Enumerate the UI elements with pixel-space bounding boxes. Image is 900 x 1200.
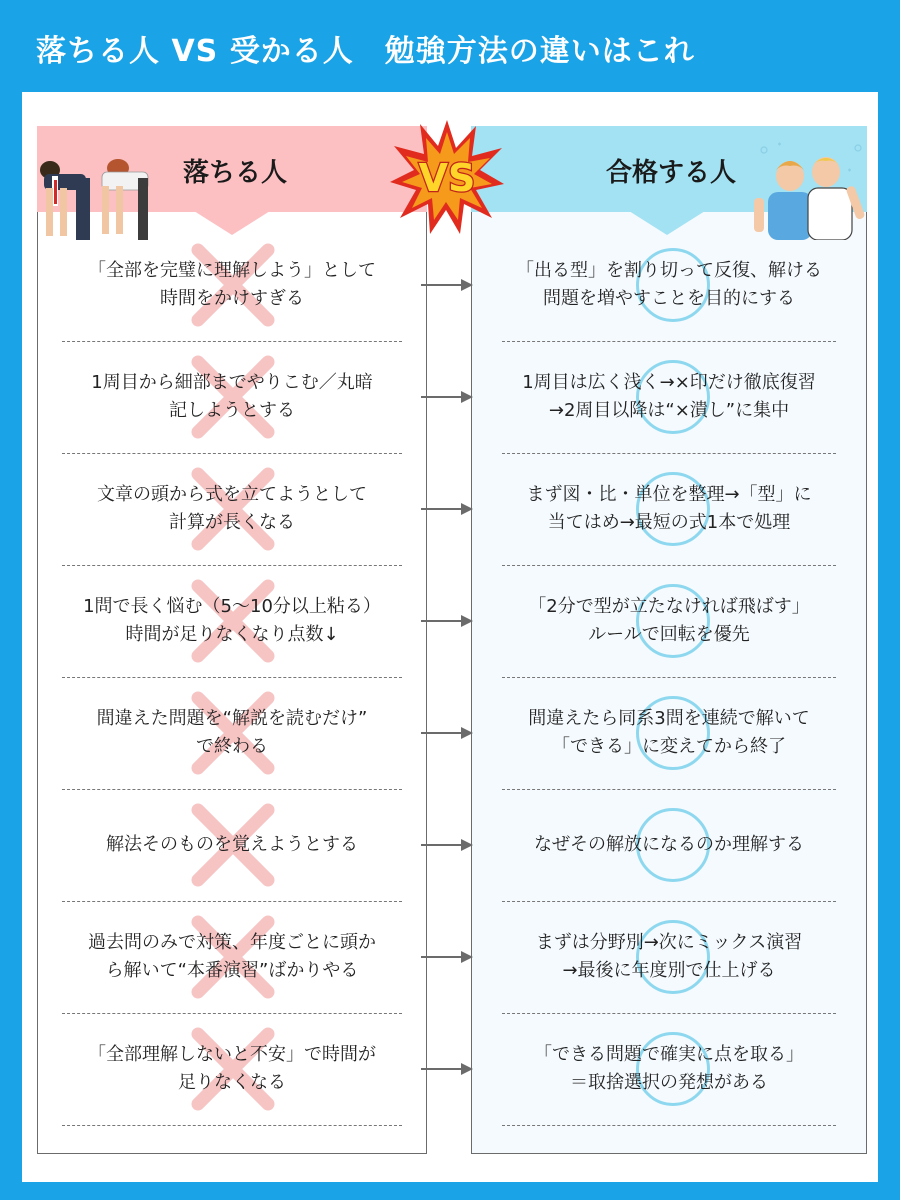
row-divider: [502, 1013, 836, 1014]
arrow-right-icon: [421, 726, 473, 740]
exhausted-person-2-icon: [102, 159, 148, 240]
pass-item-text: [489, 481, 849, 537]
fail-item-line: 記しようとする: [169, 400, 295, 421]
happy-person-2-icon: [808, 157, 866, 240]
row-divider: [62, 1125, 402, 1126]
fail-item-text: [52, 257, 412, 313]
row-divider: [502, 677, 836, 678]
fail-item-line: 解法そのものを覚えようとする: [106, 834, 358, 855]
row-divider: [502, 341, 836, 342]
pass-item-line: 問題を増やすことを目的にする: [543, 288, 795, 309]
fail-item-text: [52, 481, 412, 537]
pass-item-line: 間違えたら同系3問を連続で解いて: [528, 708, 810, 729]
pass-item-text: [489, 257, 849, 313]
pass-item-line: 1周目は広く浅く→×印だけ徹底復習: [522, 372, 816, 393]
pass-item-text: [489, 705, 849, 761]
fail-item-text: [52, 929, 412, 985]
row-divider: [502, 453, 836, 454]
fail-item-line: 時間をかけすぎる: [160, 288, 304, 309]
arrow-right-icon: [421, 614, 473, 628]
pass-item-line: 「できる」に変えてから終了: [552, 736, 786, 757]
fail-item-line: 足りなくなる: [178, 1072, 286, 1093]
fail-item-line: 間違えた問題を“解説を読むだけ”: [96, 708, 368, 729]
fail-item-text: [52, 705, 412, 761]
fail-item-line: で終わる: [196, 736, 268, 757]
exhausted-person-1-icon: [40, 161, 90, 240]
arrow-right-icon: [421, 1062, 473, 1076]
page-title: 落ちる人 VS 受かる人 勉強方法の違いはこれ: [36, 34, 695, 69]
pass-header-label: 合格する人: [606, 158, 737, 188]
arrow-right-icon: [421, 278, 473, 292]
fail-item-line: ら解いて“本番演習”ばかりやる: [105, 960, 359, 981]
arrow-right-icon: [421, 502, 473, 516]
pass-item-text: [489, 831, 849, 859]
row-divider: [62, 1013, 402, 1014]
fail-item-line: 1問で長く悩む（5〜10分以上粘る）: [83, 596, 381, 617]
row-divider: [502, 901, 836, 902]
exhausted-people-illustration: [38, 158, 150, 248]
fail-item-line: 時間が足りなくなり点数↓: [125, 624, 339, 645]
pass-item-line: 「2分で型が立たなければ飛ばす」: [528, 596, 810, 617]
row-divider: [62, 453, 402, 454]
fail-item-text: [52, 1041, 412, 1097]
row-divider: [62, 789, 402, 790]
fail-item-line: 「全部を完璧に理解しよう」として: [88, 260, 376, 281]
pass-item-line: 「出る型」を割り切って反復、解ける: [516, 260, 822, 281]
pass-item-text: [489, 369, 849, 425]
row-divider: [62, 677, 402, 678]
row-divider: [502, 1125, 836, 1126]
row-divider: [62, 565, 402, 566]
pass-item-line: 当てはめ→最短の式1本で処理: [547, 512, 791, 533]
vs-label: VS: [418, 156, 476, 200]
fail-item-line: 過去問のみで対策、年度ごとに頭か: [88, 932, 376, 953]
pass-item-text: [489, 593, 849, 649]
row-divider: [502, 565, 836, 566]
pass-header-pointer: [629, 211, 705, 235]
fail-item-text: [52, 593, 412, 649]
row-divider: [62, 341, 402, 342]
pass-item-line: なぜその解放になるのか理解する: [534, 834, 804, 855]
pass-item-line: ルールで回転を優先: [588, 624, 750, 645]
arrow-right-icon: [421, 838, 473, 852]
fail-item-line: 1周目から細部までやりこむ／丸暗: [91, 372, 373, 393]
row-divider: [502, 789, 836, 790]
pass-item-line: 「できる問題で確実に点を取る」: [534, 1044, 804, 1065]
vs-burst-icon: [388, 118, 506, 236]
fail-item-line: 計算が長くなる: [169, 512, 295, 533]
fail-header-pointer: [194, 211, 270, 235]
row-divider: [62, 901, 402, 902]
pass-item-line: ＝取捨選択の発想がある: [570, 1072, 768, 1093]
arrow-right-icon: [421, 390, 473, 404]
arrow-right-icon: [421, 950, 473, 964]
fail-item-line: 「全部理解しないと不安」で時間が: [88, 1044, 376, 1065]
happy-people-illustration: [738, 140, 872, 240]
fail-item-line: 文章の頭から式を立てようとして: [97, 484, 367, 505]
fail-item-text: [52, 831, 412, 859]
happy-person-1-icon: [754, 161, 812, 240]
pass-item-line: →2周目以降は“×潰し”に集中: [548, 400, 790, 421]
pass-item-text: [489, 929, 849, 985]
pass-item-line: まず図・比・単位を整理→「型」に: [526, 484, 812, 505]
pass-item-line: →最後に年度別で仕上げる: [562, 960, 776, 981]
pass-item-line: まずは分野別→次にミックス演習: [535, 932, 803, 953]
pass-item-text: [489, 1041, 849, 1097]
fail-item-text: [52, 369, 412, 425]
fail-header-label: 落ちる人: [183, 158, 288, 188]
